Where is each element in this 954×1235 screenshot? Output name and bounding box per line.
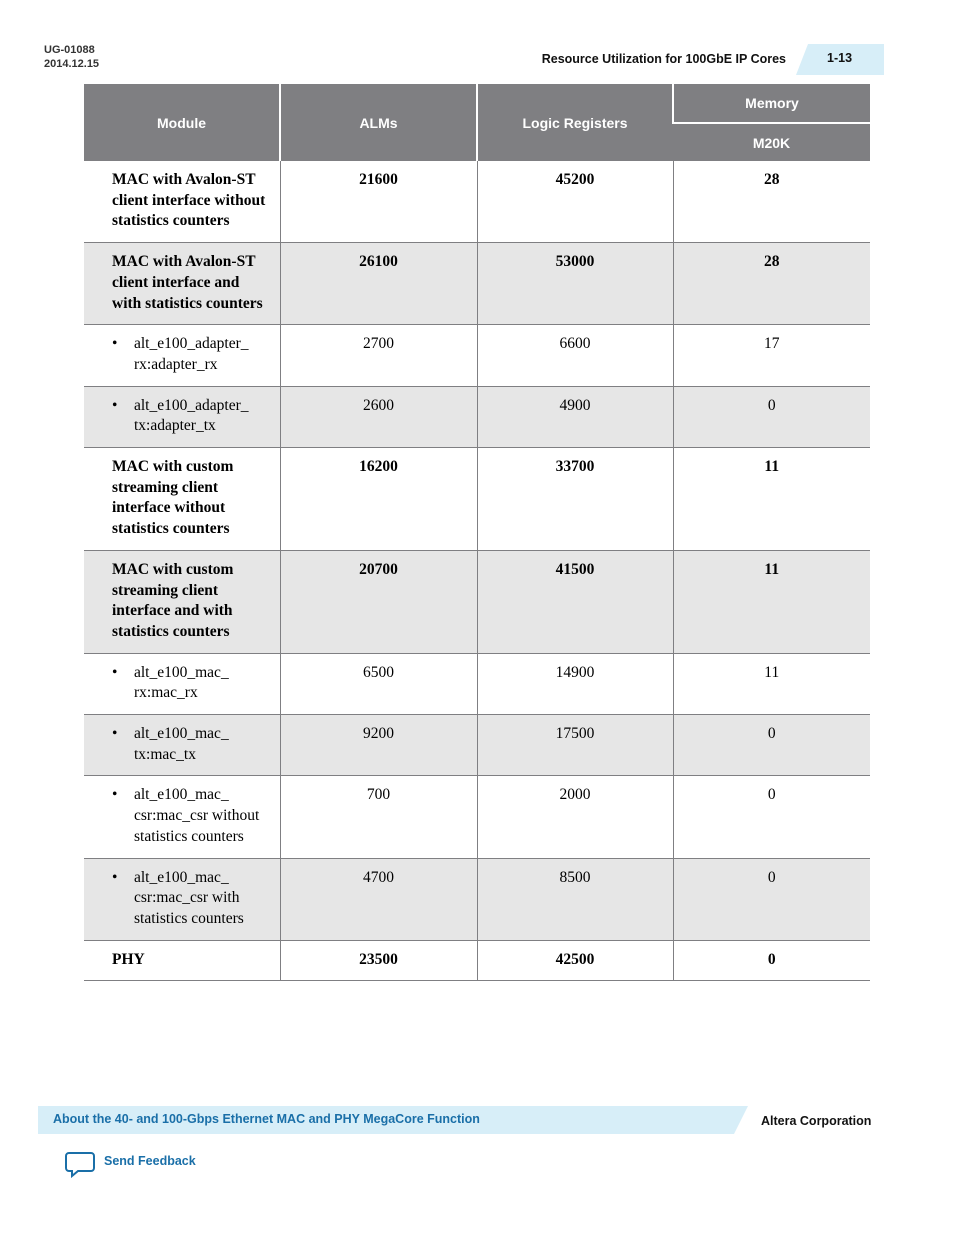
- alms-cell: 26100: [280, 243, 477, 325]
- alms-cell: 2700: [280, 325, 477, 386]
- table-row: [84, 243, 870, 325]
- submodule-name: • alt_e100_mac_ csr:mac_csr without statistics counters: [112, 785, 276, 847]
- table-row: [84, 325, 870, 386]
- module-cell: MAC with Avalon-ST client interface and with statistics counters: [84, 243, 280, 325]
- logic-registers-cell: 33700: [477, 448, 673, 551]
- alms-cell: 2600: [280, 386, 477, 447]
- module-cell: [84, 325, 280, 386]
- column-header-logic-registers: Logic Registers: [477, 84, 673, 161]
- submodule-name: • alt_e100_mac_ tx:mac_tx: [112, 724, 276, 765]
- table-row: [84, 776, 870, 858]
- m20k-cell: 0: [673, 940, 870, 981]
- table-row: [84, 448, 870, 551]
- m20k-cell: 11: [673, 448, 870, 551]
- logic-registers-cell: 41500: [477, 550, 673, 653]
- section-title: Resource Utilization for 100GbE IP Cores: [541, 52, 786, 66]
- footer-document-title-link[interactable]: About the 40- and 100-Gbps Ethernet MAC and PHY MegaCore Function: [53, 1112, 480, 1126]
- m20k-cell: 0: [673, 715, 870, 776]
- column-header-alms: ALMs: [280, 84, 477, 161]
- table-row: [84, 940, 870, 981]
- logic-registers-cell: 2000: [477, 776, 673, 858]
- logic-registers-cell: 8500: [477, 858, 673, 940]
- table-row: [84, 386, 870, 447]
- m20k-cell: 11: [673, 653, 870, 714]
- m20k-cell: 0: [673, 858, 870, 940]
- column-header-module: Module: [84, 84, 280, 161]
- alms-cell: 6500: [280, 653, 477, 714]
- table-row: [84, 550, 870, 653]
- m20k-cell: 28: [673, 243, 870, 325]
- table-row: [84, 653, 870, 714]
- logic-registers-cell: 14900: [477, 653, 673, 714]
- column-header-m20k: M20K: [673, 123, 870, 161]
- module-cell: [84, 386, 280, 447]
- module-cell: [84, 653, 280, 714]
- table-row: [84, 715, 870, 776]
- speech-bubble-icon[interactable]: [65, 1150, 95, 1178]
- logic-registers-cell: 42500: [477, 940, 673, 981]
- doc-date: 2014.12.15: [44, 58, 100, 70]
- module-cell: MAC with Avalon-ST client interface without statistics counters: [84, 161, 280, 243]
- m20k-cell: 0: [673, 386, 870, 447]
- send-feedback-link[interactable]: Send Feedback: [104, 1154, 196, 1168]
- submodule-name: • alt_e100_adapter_ rx:adapter_rx: [112, 334, 276, 375]
- column-header-memory: Memory: [673, 84, 870, 123]
- module-cell: PHY: [84, 940, 280, 981]
- module-cell: MAC with custom streaming client interface without statistics counters: [84, 448, 280, 551]
- alms-cell: 700: [280, 776, 477, 858]
- module-cell: [84, 715, 280, 776]
- m20k-cell: 11: [673, 550, 870, 653]
- alms-cell: 23500: [280, 940, 477, 981]
- logic-registers-cell: 17500: [477, 715, 673, 776]
- alms-cell: 20700: [280, 550, 477, 653]
- m20k-cell: 17: [673, 325, 870, 386]
- logic-registers-cell: 4900: [477, 386, 673, 447]
- m20k-cell: 0: [673, 776, 870, 858]
- alms-cell: 4700: [280, 858, 477, 940]
- table-row: [84, 161, 870, 243]
- module-cell: [84, 776, 280, 858]
- footer-company: Altera Corporation: [761, 1114, 872, 1128]
- module-cell: [84, 858, 280, 940]
- resource-utilization-table: [84, 84, 870, 981]
- alms-cell: 16200: [280, 448, 477, 551]
- alms-cell: 21600: [280, 161, 477, 243]
- logic-registers-cell: 6600: [477, 325, 673, 386]
- page-number: 1-13: [827, 51, 853, 65]
- doc-number: UG-01088: [44, 44, 95, 56]
- alms-cell: 9200: [280, 715, 477, 776]
- submodule-name: • alt_e100_adapter_ tx:adapter_tx: [112, 396, 276, 437]
- submodule-name: • alt_e100_mac_ csr:mac_csr with statistics counters: [112, 868, 276, 930]
- logic-registers-cell: 53000: [477, 243, 673, 325]
- table-row: [84, 858, 870, 940]
- logic-registers-cell: 45200: [477, 161, 673, 243]
- document-id: [44, 43, 99, 71]
- submodule-name: • alt_e100_mac_ rx:mac_rx: [112, 663, 276, 704]
- module-cell: MAC with custom streaming client interface and with statistics counters: [84, 550, 280, 653]
- m20k-cell: 28: [673, 161, 870, 243]
